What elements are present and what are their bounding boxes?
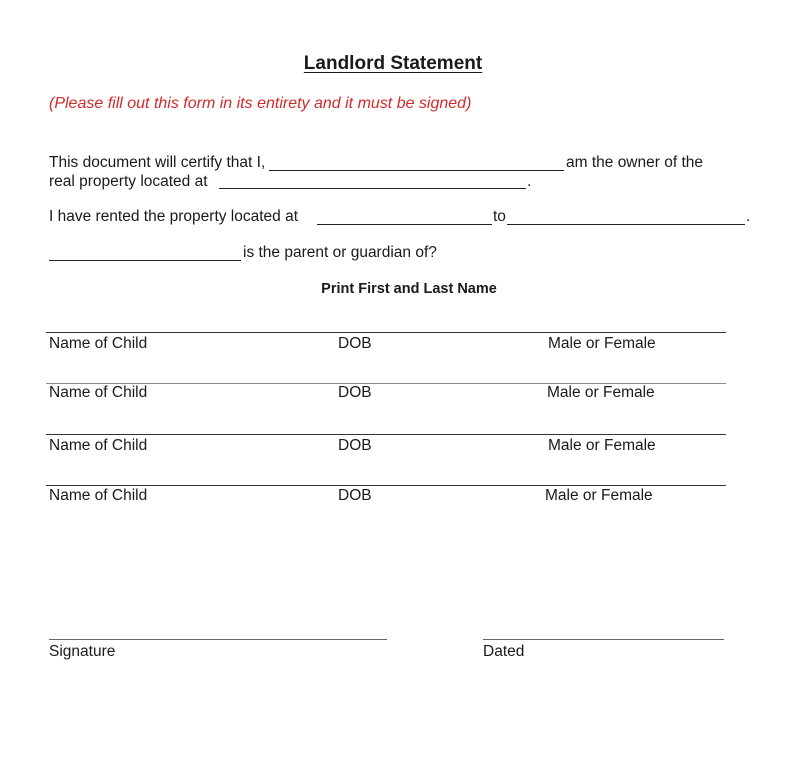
rented-address-field[interactable] xyxy=(317,224,492,225)
certify-text-2: am the owner of the xyxy=(566,154,703,171)
child-row-line[interactable] xyxy=(46,434,726,435)
tenant-name-field[interactable] xyxy=(507,224,745,225)
print-name-label: Print First and Last Name xyxy=(321,281,497,297)
child-name-label: Name of Child xyxy=(49,335,148,352)
child-name-label: Name of Child xyxy=(49,384,148,401)
child-name-label: Name of Child xyxy=(49,437,148,454)
certify-end: . xyxy=(527,173,532,190)
certify-text-3: real property located at xyxy=(49,173,208,190)
dated-line[interactable] xyxy=(483,639,724,640)
dated-label: Dated xyxy=(483,643,525,660)
child-dob-label: DOB xyxy=(338,487,372,504)
property-address-field[interactable] xyxy=(219,188,526,189)
owner-name-field[interactable] xyxy=(269,170,564,171)
form-title: Landlord Statement xyxy=(303,53,483,74)
rented-text-2: to xyxy=(493,208,506,225)
guardian-name-field[interactable] xyxy=(49,260,241,261)
child-gender-label: Male or Female xyxy=(545,487,653,504)
child-row-line[interactable] xyxy=(46,485,726,486)
guardian-text: is the parent or guardian of? xyxy=(243,244,437,261)
child-dob-label: DOB xyxy=(338,437,372,454)
child-gender-label: Male or Female xyxy=(547,384,655,401)
child-name-label: Name of Child xyxy=(49,487,148,504)
child-dob-label: DOB xyxy=(338,384,372,401)
instruction-note: (Please fill out this form in its entirety and it must be signed) xyxy=(49,95,472,112)
rented-text-1: I have rented the property located at xyxy=(49,208,299,225)
child-row-line[interactable] xyxy=(46,332,726,333)
rented-end: . xyxy=(746,208,751,225)
child-dob-label: DOB xyxy=(338,335,372,352)
signature-line[interactable] xyxy=(49,639,387,640)
signature-label: Signature xyxy=(49,643,116,660)
certify-text-1: This document will certify that I, xyxy=(49,154,266,171)
child-gender-label: Male or Female xyxy=(548,437,656,454)
child-gender-label: Male or Female xyxy=(548,335,656,352)
